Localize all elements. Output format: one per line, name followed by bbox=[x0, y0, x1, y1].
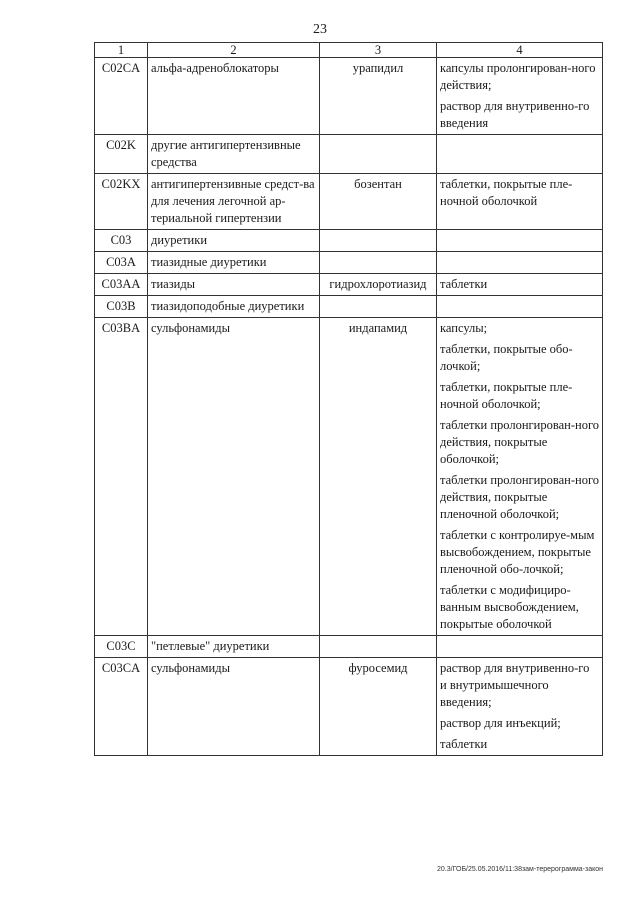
inn-cell: бозентан bbox=[320, 174, 437, 230]
table-row bbox=[95, 318, 603, 636]
dosage-forms-cell bbox=[437, 252, 603, 274]
atc-code-cell: C02CA bbox=[95, 58, 148, 135]
group-name-cell: тиазидные диуретики bbox=[148, 252, 320, 274]
dosage-forms-cell bbox=[437, 636, 603, 658]
atc-code-cell: C03CA bbox=[95, 658, 148, 756]
inn-cell: индапамид bbox=[320, 318, 437, 636]
table-row bbox=[95, 274, 603, 296]
inn-cell: урапидил bbox=[320, 58, 437, 135]
dosage-form: раствор для внутривенно-го и внутримышечного введения; bbox=[440, 661, 590, 709]
dosage-form: таблетки, покрытые пле-ночной оболочкой; bbox=[440, 380, 573, 411]
dosage-form: капсулы; bbox=[440, 321, 488, 335]
dosage-forms-cell bbox=[437, 230, 603, 252]
column-header: 2 bbox=[148, 43, 320, 58]
atc-code-cell: C03BA bbox=[95, 318, 148, 636]
dosage-form: капсулы пролонгирован-ного действия; bbox=[440, 61, 596, 92]
table-row bbox=[95, 636, 603, 658]
dosage-forms-cell bbox=[437, 296, 603, 318]
inn-cell bbox=[320, 252, 437, 274]
group-name-cell: тиазидоподобные диуретики bbox=[148, 296, 320, 318]
column-header: 3 bbox=[320, 43, 437, 58]
table-header-row bbox=[95, 43, 603, 58]
table-row bbox=[95, 296, 603, 318]
dosage-forms-cell bbox=[437, 318, 603, 636]
dosage-form: таблетки, покрытые обо-лочкой; bbox=[440, 342, 573, 373]
group-name-cell: тиазиды bbox=[148, 274, 320, 296]
inn-cell bbox=[320, 296, 437, 318]
atc-code-cell: C03 bbox=[95, 230, 148, 252]
inn-cell: гидрохлоротиазид bbox=[320, 274, 437, 296]
atc-code-cell: C03AA bbox=[95, 274, 148, 296]
table-row bbox=[95, 252, 603, 274]
atc-code-cell: C03B bbox=[95, 296, 148, 318]
group-name-cell: "петлевые" диуретики bbox=[148, 636, 320, 658]
dosage-forms-cell bbox=[437, 174, 603, 230]
column-header: 4 bbox=[437, 43, 603, 58]
dosage-forms-cell bbox=[437, 58, 603, 135]
medicines-table bbox=[94, 42, 603, 756]
table-row bbox=[95, 135, 603, 174]
table-row bbox=[95, 58, 603, 135]
dosage-form: таблетки bbox=[440, 277, 488, 291]
atc-code-cell: C02K bbox=[95, 135, 148, 174]
inn-cell bbox=[320, 230, 437, 252]
atc-code-cell: C03A bbox=[95, 252, 148, 274]
table-row bbox=[95, 658, 603, 756]
atc-code-cell: C02KX bbox=[95, 174, 148, 230]
dosage-forms-cell bbox=[437, 135, 603, 174]
dosage-forms-cell bbox=[437, 658, 603, 756]
atc-code-cell: C03C bbox=[95, 636, 148, 658]
inn-cell bbox=[320, 636, 437, 658]
page-number: 23 bbox=[313, 22, 327, 37]
dosage-form: таблетки, покрытые пле-ночной оболочкой bbox=[440, 177, 573, 208]
inn-cell: фуросемид bbox=[320, 658, 437, 756]
dosage-form: таблетки bbox=[440, 737, 488, 751]
group-name-cell: альфа-адреноблокаторы bbox=[148, 58, 320, 135]
column-header: 1 bbox=[95, 43, 148, 58]
group-name-cell: другие антигипертензивные средства bbox=[148, 135, 320, 174]
group-name-cell: антигипертензивные средст-ва для лечения легочной ар-териальной гипертензии bbox=[148, 174, 320, 230]
dosage-form: таблетки с контролируе-мым высвобождением, покрытые пленочной обо-лочкой; bbox=[440, 528, 595, 576]
dosage-forms-cell bbox=[437, 274, 603, 296]
dosage-form: раствор для инъекций; bbox=[440, 716, 561, 730]
dosage-form: таблетки пролонгирован-ного действия, покрытые пленочной оболочкой; bbox=[440, 473, 600, 521]
document-footer: 20.3/ГОБ/25.05.2016/11:38зам-терерограмма-закон bbox=[437, 866, 603, 873]
table-body bbox=[95, 58, 603, 756]
dosage-form: таблетки с модифициро-ванным высвобождением, покрытые оболочкой bbox=[440, 583, 579, 631]
table-row bbox=[95, 174, 603, 230]
dosage-form: раствор для внутривенно-го введения bbox=[440, 99, 590, 130]
table-row bbox=[95, 230, 603, 252]
inn-cell bbox=[320, 135, 437, 174]
group-name-cell: сульфонамиды bbox=[148, 658, 320, 756]
group-name-cell: диуретики bbox=[148, 230, 320, 252]
group-name-cell: сульфонамиды bbox=[148, 318, 320, 636]
dosage-form: таблетки пролонгирован-ного действия, покрытые оболочкой; bbox=[440, 418, 600, 466]
